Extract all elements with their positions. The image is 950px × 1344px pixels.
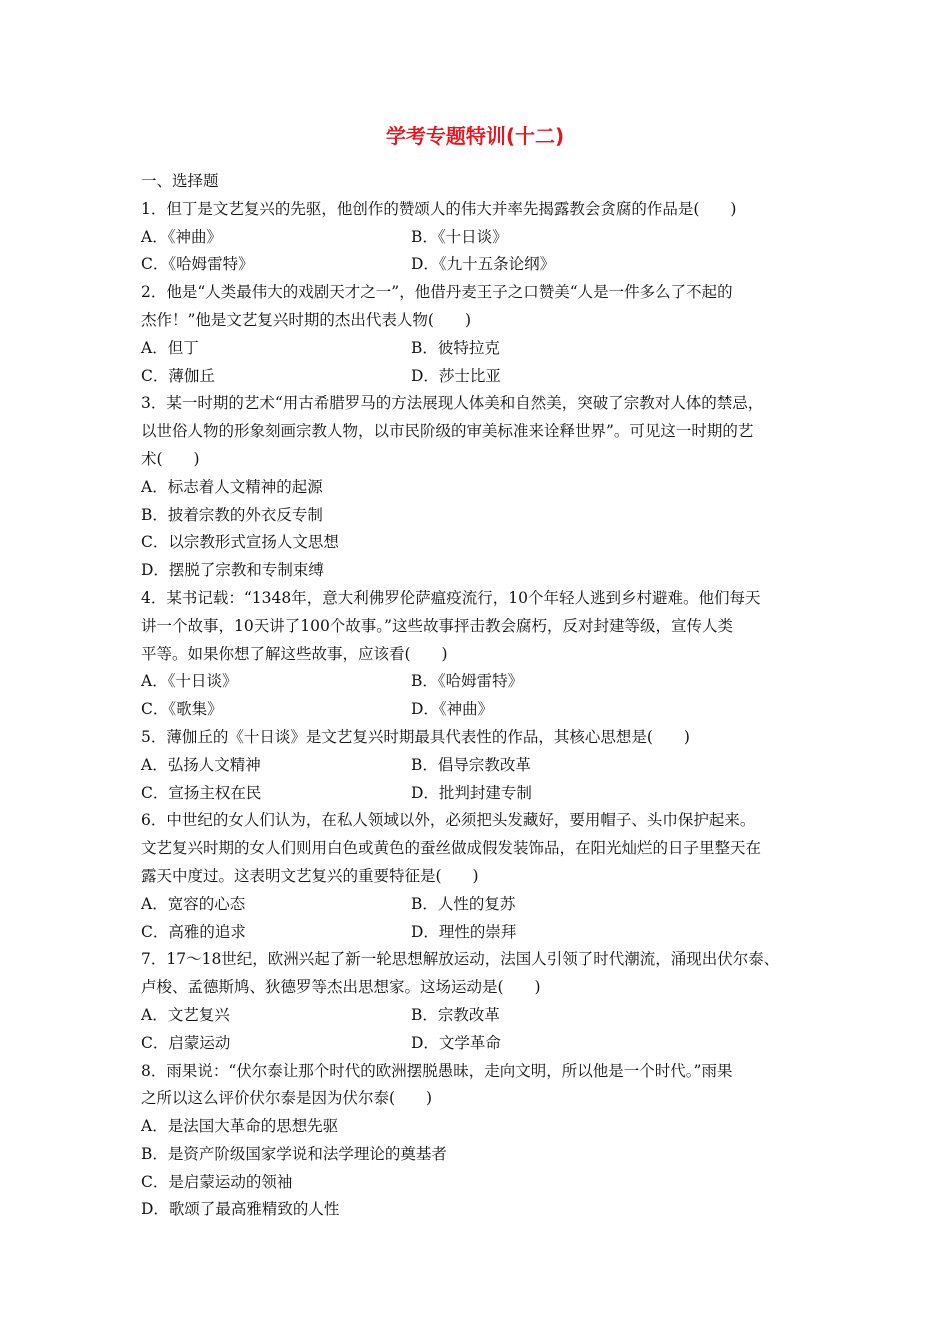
question-stem-line: 术( ) bbox=[141, 449, 200, 468]
question-stem-line: 杰作！”他是文艺复兴时期的杰出代表人物( ) bbox=[141, 310, 472, 329]
question-stem-line: 平等。如果你想了解这些故事，应该看( ) bbox=[141, 644, 448, 663]
option-b: B．《哈姆雷特》 bbox=[411, 672, 524, 691]
option-b: B．是资产阶级国家学说和法学理论的奠基者 bbox=[141, 1144, 447, 1163]
question-stem-line: 文艺复兴时期的女人们则用白色或黄色的蚕丝做成假发装饰品，在阳光灿烂的日子里整天在 bbox=[141, 839, 762, 858]
option-d: D．《神曲》 bbox=[411, 700, 494, 719]
question-3 bbox=[141, 390, 821, 585]
question-stem-line: 2．他是“人类最伟大的戏剧天才之一”，他借丹麦王子之口赞美“人是一件多么了不起的 bbox=[141, 283, 733, 302]
option-row bbox=[141, 780, 821, 808]
option-d: D．文学革命 bbox=[411, 1033, 501, 1052]
section-heading: 一、选择题 bbox=[141, 172, 219, 190]
option-c: C．薄伽丘 bbox=[141, 366, 215, 385]
question-stem-line: 之所以这么评价伏尔泰是因为伏尔泰( ) bbox=[141, 1089, 433, 1108]
option-c: C．高雅的追求 bbox=[141, 922, 246, 941]
question-stem-line: 6．中世纪的女人们认为，在私人领域以外，必须把头发藏好，要用帽子、头巾保护起来。 bbox=[141, 811, 756, 830]
option-b: B．宗教改革 bbox=[411, 1005, 500, 1024]
question-6 bbox=[141, 807, 821, 946]
question-stem-line: 1．但丁是文艺复兴的先驱，他创作的赞颂人的伟大并率先揭露教会贪腐的作品是( ) bbox=[141, 199, 737, 218]
option-d: D．理性的崇拜 bbox=[411, 922, 517, 941]
option-row bbox=[141, 335, 821, 363]
question-stem-line: 以世俗人物的形象刻画宗教人物，以市民阶级的审美标准来诠释世界”。可见这一时期的艺 bbox=[141, 422, 754, 441]
option-b: B．倡导宗教改革 bbox=[411, 755, 531, 774]
option-row bbox=[141, 1002, 821, 1030]
question-stem-line: 8．雨果说：“伏尔泰让那个时代的欧洲摆脱愚昧，走向文明，所以他是一个时代。”雨果 bbox=[141, 1061, 733, 1080]
option-d: D．莎士比亚 bbox=[411, 366, 501, 385]
option-a: A．文艺复兴 bbox=[141, 1005, 230, 1024]
option-row bbox=[141, 1030, 821, 1058]
option-a: A．弘扬人文精神 bbox=[141, 755, 261, 774]
option-d: D．歌颂了最高雅精致的人性 bbox=[141, 1200, 340, 1219]
option-a: A．标志着人文精神的起源 bbox=[141, 477, 323, 496]
question-8 bbox=[141, 1058, 821, 1225]
option-row bbox=[141, 891, 821, 919]
question-2 bbox=[141, 279, 821, 390]
option-c: C．是启蒙运动的领袖 bbox=[141, 1172, 293, 1191]
question-stem-line: 讲一个故事，10天讲了100个故事。”这些故事抨击教会腐朽，反对封建等级，宣传人类 bbox=[141, 616, 733, 635]
option-row bbox=[141, 696, 821, 724]
option-row bbox=[141, 752, 821, 780]
option-c: C．《哈姆雷特》 bbox=[141, 255, 254, 274]
option-d: D．批判封建专制 bbox=[411, 783, 532, 802]
option-a: A．是法国大革命的思想先驱 bbox=[141, 1117, 339, 1136]
option-b: B．披着宗教的外衣反专制 bbox=[141, 505, 323, 524]
page-title: 学考专题特训(十二) bbox=[385, 124, 565, 148]
question-stem-line: 4．某书记载：“1348年，意大利佛罗伦萨瘟疫流行，10个年轻人逃到乡村避难。他们每天 bbox=[141, 588, 761, 607]
option-b: B．人性的复苏 bbox=[411, 894, 516, 913]
option-b: B．《十日谈》 bbox=[411, 227, 508, 246]
option-b: B．彼特拉克 bbox=[411, 338, 500, 357]
question-4 bbox=[141, 585, 821, 724]
question-stem-line: 7．17～18世纪，欧洲兴起了新一轮思想解放运动，法国人引领了时代潮流，涌现出伏尔泰、 bbox=[141, 950, 780, 969]
option-row bbox=[141, 363, 821, 391]
option-row bbox=[141, 224, 821, 252]
question-stem-line: 5．薄伽丘的《十日谈》是文艺复兴时期最具代表性的作品，其核心思想是( ) bbox=[141, 727, 690, 746]
option-a: A．宽容的心态 bbox=[141, 894, 246, 913]
option-c: C．宣扬主权在民 bbox=[141, 783, 262, 802]
option-c: C．《歌集》 bbox=[141, 700, 223, 719]
question-list bbox=[141, 168, 821, 1224]
question-7 bbox=[141, 946, 821, 1057]
option-d: D．摆脱了宗教和专制束缚 bbox=[141, 561, 324, 580]
option-a: A．但丁 bbox=[141, 338, 199, 357]
option-a: A．《神曲》 bbox=[141, 227, 222, 246]
option-row bbox=[141, 919, 821, 947]
question-5 bbox=[141, 724, 821, 807]
option-d: D．《九十五条论纲》 bbox=[411, 255, 556, 274]
question-stem-line: 3．某一时期的艺术“用古希腊罗马的方法展现人体美和自然美，突破了宗教对人体的禁忌， bbox=[141, 394, 764, 413]
question-stem-line: 卢梭、孟德斯鸠、狄德罗等杰出思想家。这场运动是( ) bbox=[141, 978, 541, 997]
option-row bbox=[141, 251, 821, 279]
option-a: A．《十日谈》 bbox=[141, 672, 238, 691]
question-1 bbox=[141, 196, 821, 279]
question-stem-line: 露天中度过。这表明文艺复兴的重要特征是( ) bbox=[141, 866, 479, 885]
option-c: C．启蒙运动 bbox=[141, 1033, 231, 1052]
option-c: C．以宗教形式宣扬人文思想 bbox=[141, 533, 339, 552]
option-row bbox=[141, 668, 821, 696]
